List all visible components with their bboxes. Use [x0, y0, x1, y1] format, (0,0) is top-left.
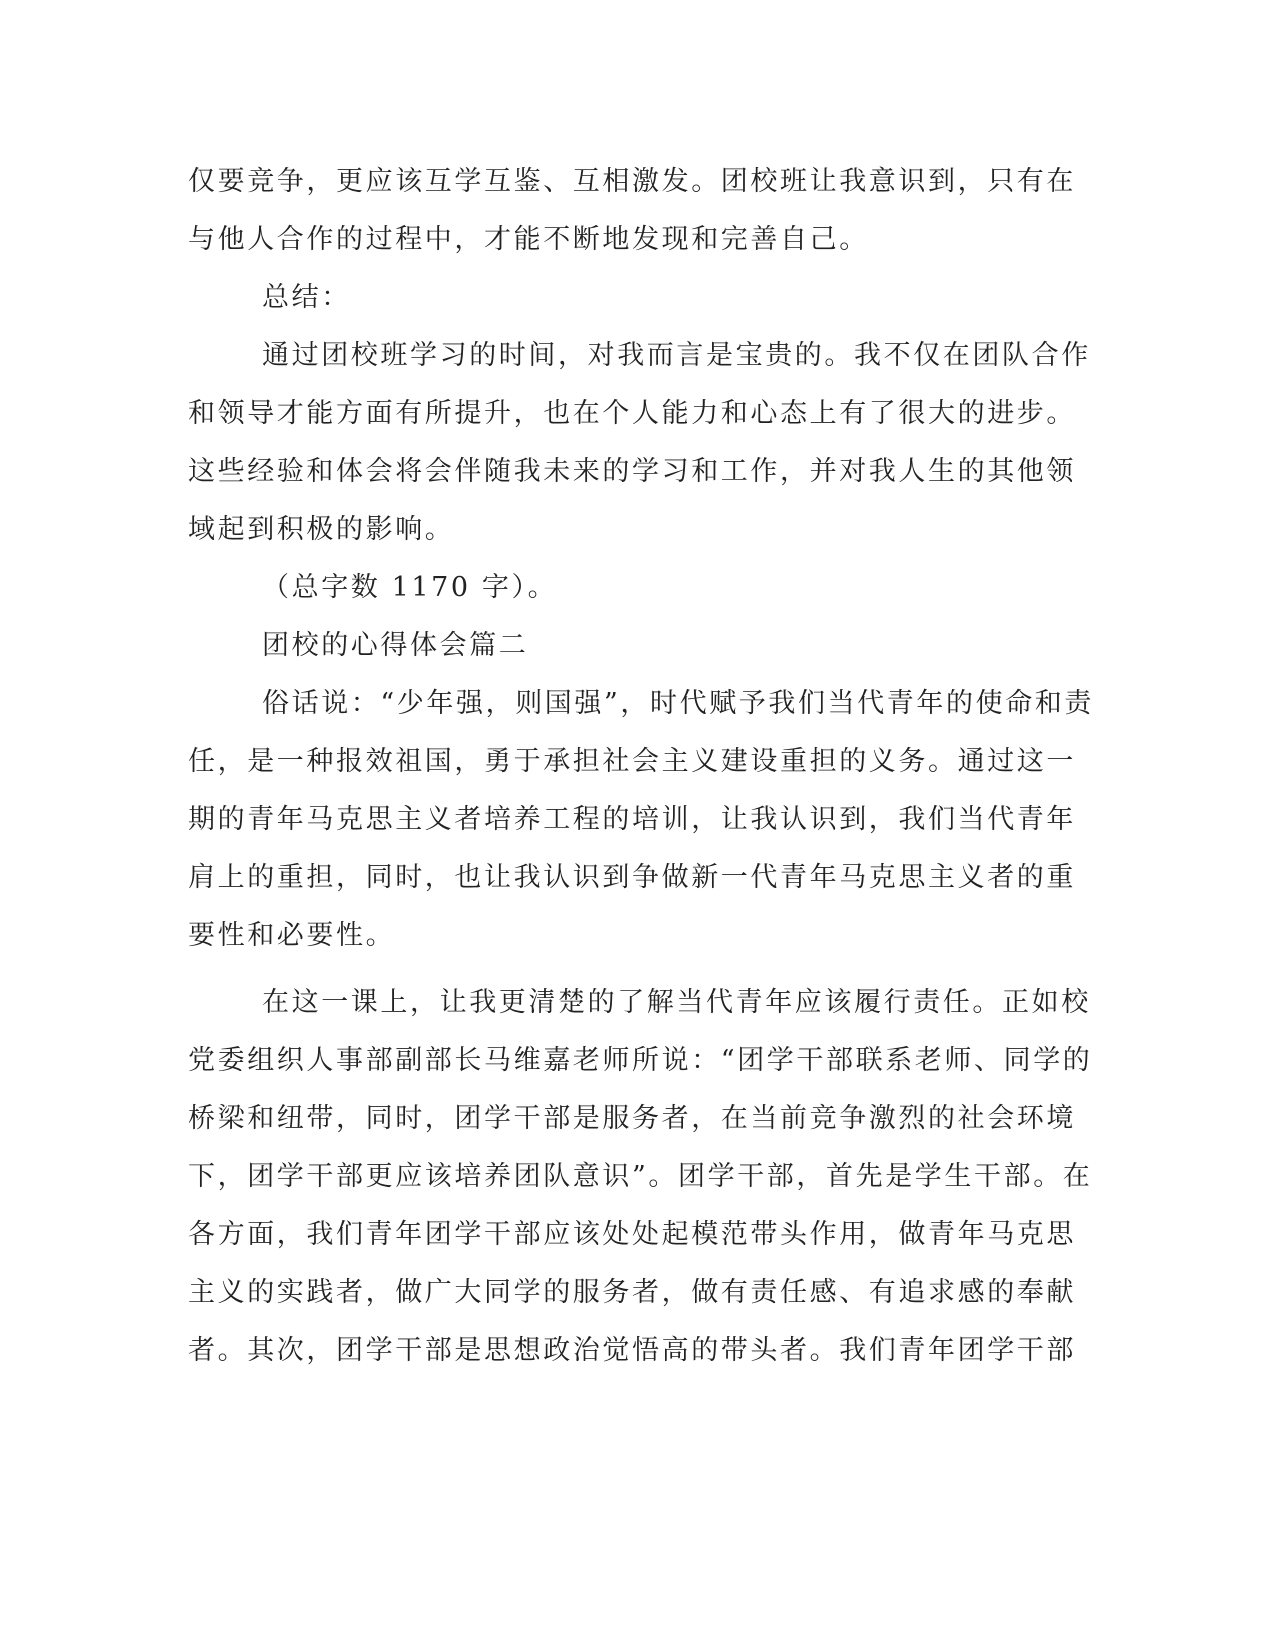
article-heading: 团校的心得体会篇二: [262, 630, 529, 661]
section-heading: 总结：: [262, 282, 351, 313]
text-line: 各方面，我们青年团学干部应该处处起模范带头作用，做青年马克思: [188, 1219, 1076, 1250]
text-line: 域起到积极的影响。: [188, 514, 455, 545]
text-line: 在这一课上，让我更清楚的了解当代青年应该履行责任。正如校: [262, 987, 1091, 1018]
word-count-note: （总字数 1170 字）。: [262, 572, 558, 603]
text-line: 和领导才能方面有所提升，也在个人能力和心态上有了很大的进步。: [188, 398, 1076, 429]
text-line: 下，团学干部更应该培养团队意识”。团学干部，首先是学生干部。在: [188, 1161, 1093, 1192]
text-line: 与他人合作的过程中，才能不断地发现和完善自己。: [188, 224, 869, 255]
text-line: 这些经验和体会将会伴随我未来的学习和工作，并对我人生的其他领: [188, 456, 1076, 487]
text-line: 仅要竞争，更应该互学互鉴、互相激发。团校班让我意识到，只有在: [188, 166, 1076, 197]
text-line: 俗话说：“少年强，则国强”，时代赋予我们当代青年的使命和责: [262, 688, 1095, 719]
text-line: 要性和必要性。: [188, 920, 396, 951]
text-line: 桥梁和纽带，同时，团学干部是服务者，在当前竞争激烈的社会环境: [188, 1103, 1076, 1134]
text-line: 党委组织人事部副部长马维嘉老师所说：“团学干部联系老师、同学的: [188, 1045, 1093, 1076]
text-line: 肩上的重担，同时，也让我认识到争做新一代青年马克思主义者的重: [188, 862, 1076, 893]
text-line: 任，是一种报效祖国，勇于承担社会主义建设重担的义务。通过这一: [188, 746, 1076, 777]
text-line: 者。其次，团学干部是思想政治觉悟高的带头者。我们青年团学干部: [188, 1335, 1076, 1366]
text-line: 通过团校班学习的时间，对我而言是宝贵的。我不仅在团队合作: [262, 340, 1091, 371]
text-line: 期的青年马克思主义者培养工程的培训，让我认识到，我们当代青年: [188, 804, 1076, 835]
text-line: 主义的实践者，做广大同学的服务者，做有责任感、有追求感的奉献: [188, 1277, 1076, 1308]
